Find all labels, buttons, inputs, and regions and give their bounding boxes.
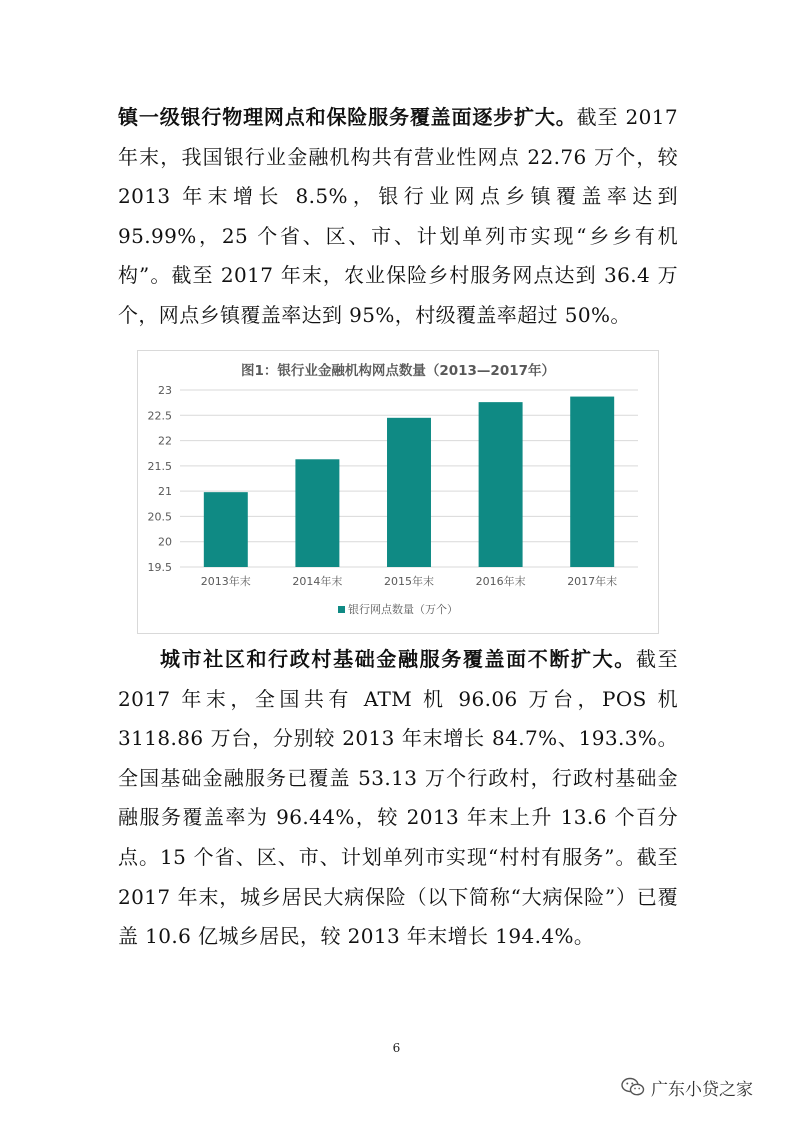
y-tick-label: 23 [158,384,172,397]
bar [295,459,339,567]
paragraph-lead: 镇一级银行物理网点和保险服务覆盖面逐步扩大。 [118,105,577,129]
watermark-text: 广东小贷之家 [651,1079,753,1100]
y-tick-label: 21 [158,485,172,499]
bar [387,418,431,567]
chart-title: 图1：银行业金融机构网点数量（2013—2017年） [240,363,556,379]
chart-bank-outlets [137,350,659,634]
paragraph-bank-outlets [118,98,678,336]
x-tick-label: 2016年末 [475,575,526,588]
x-tick-label: 2015年末 [384,575,434,588]
paragraph-lead: 城市社区和行政村基础金融服务覆盖面不断扩大。 [160,647,636,671]
legend-swatch [338,606,345,613]
legend-label: 银行网点数量（万个） [348,603,458,616]
y-tick-label: 22.5 [147,409,172,423]
y-tick-label: 20.5 [147,510,172,524]
x-tick-label: 2013年末 [200,575,251,588]
bar [570,397,614,567]
x-tick-label: 2014年末 [292,575,343,588]
wechat-icon [621,1077,645,1097]
bar [479,402,523,567]
paragraph-body: 截至 2017 年末，全国共有 ATM 机 96.06 万台，POS 机 3118.86 万台，分别较 2013 年末增长 84.7%、193.3%。全国基础金融服务已覆盖 53.13 万个行政村，行政村基础金融服务覆盖率为 96.44%，较 2013 年末上升 13.6 个百分点。15 个省、区、市、计划单列市实现“村村有服务”。截至 2017 年末，城乡居民大病保险（以下简称“大病保险”）已覆盖 10.6 亿城乡居民，较 2013 年末增长 194.4%。 [118,647,678,949]
page-number: 6 [392,1041,401,1055]
paragraph-body: 截至 2017 年末，我国银行业金融机构共有营业性网点 22.76 万个，较 2013 年末增长 8.5%，银行业网点乡镇覆盖率达到 95.99%，25 个省、区、市、计划单列市实现“乡乡有机构”。截至 2017 年末，农业保险乡村服务网点达到 36.4 万个，网点乡镇覆盖率达到 95%，村级覆盖率超过 50%。 [118,105,678,327]
y-tick-label: 22 [158,434,172,448]
y-tick-label: 21.5 [147,459,172,473]
x-tick-label: 2017年末 [567,575,618,588]
y-tick-label: 20 [158,535,172,549]
paragraph-basic-services [118,640,678,957]
chart-legend [138,601,658,617]
watermark [621,1074,753,1100]
y-tick-label: 19.5 [147,561,172,574]
bar [204,492,248,567]
chart-plot [138,351,658,633]
